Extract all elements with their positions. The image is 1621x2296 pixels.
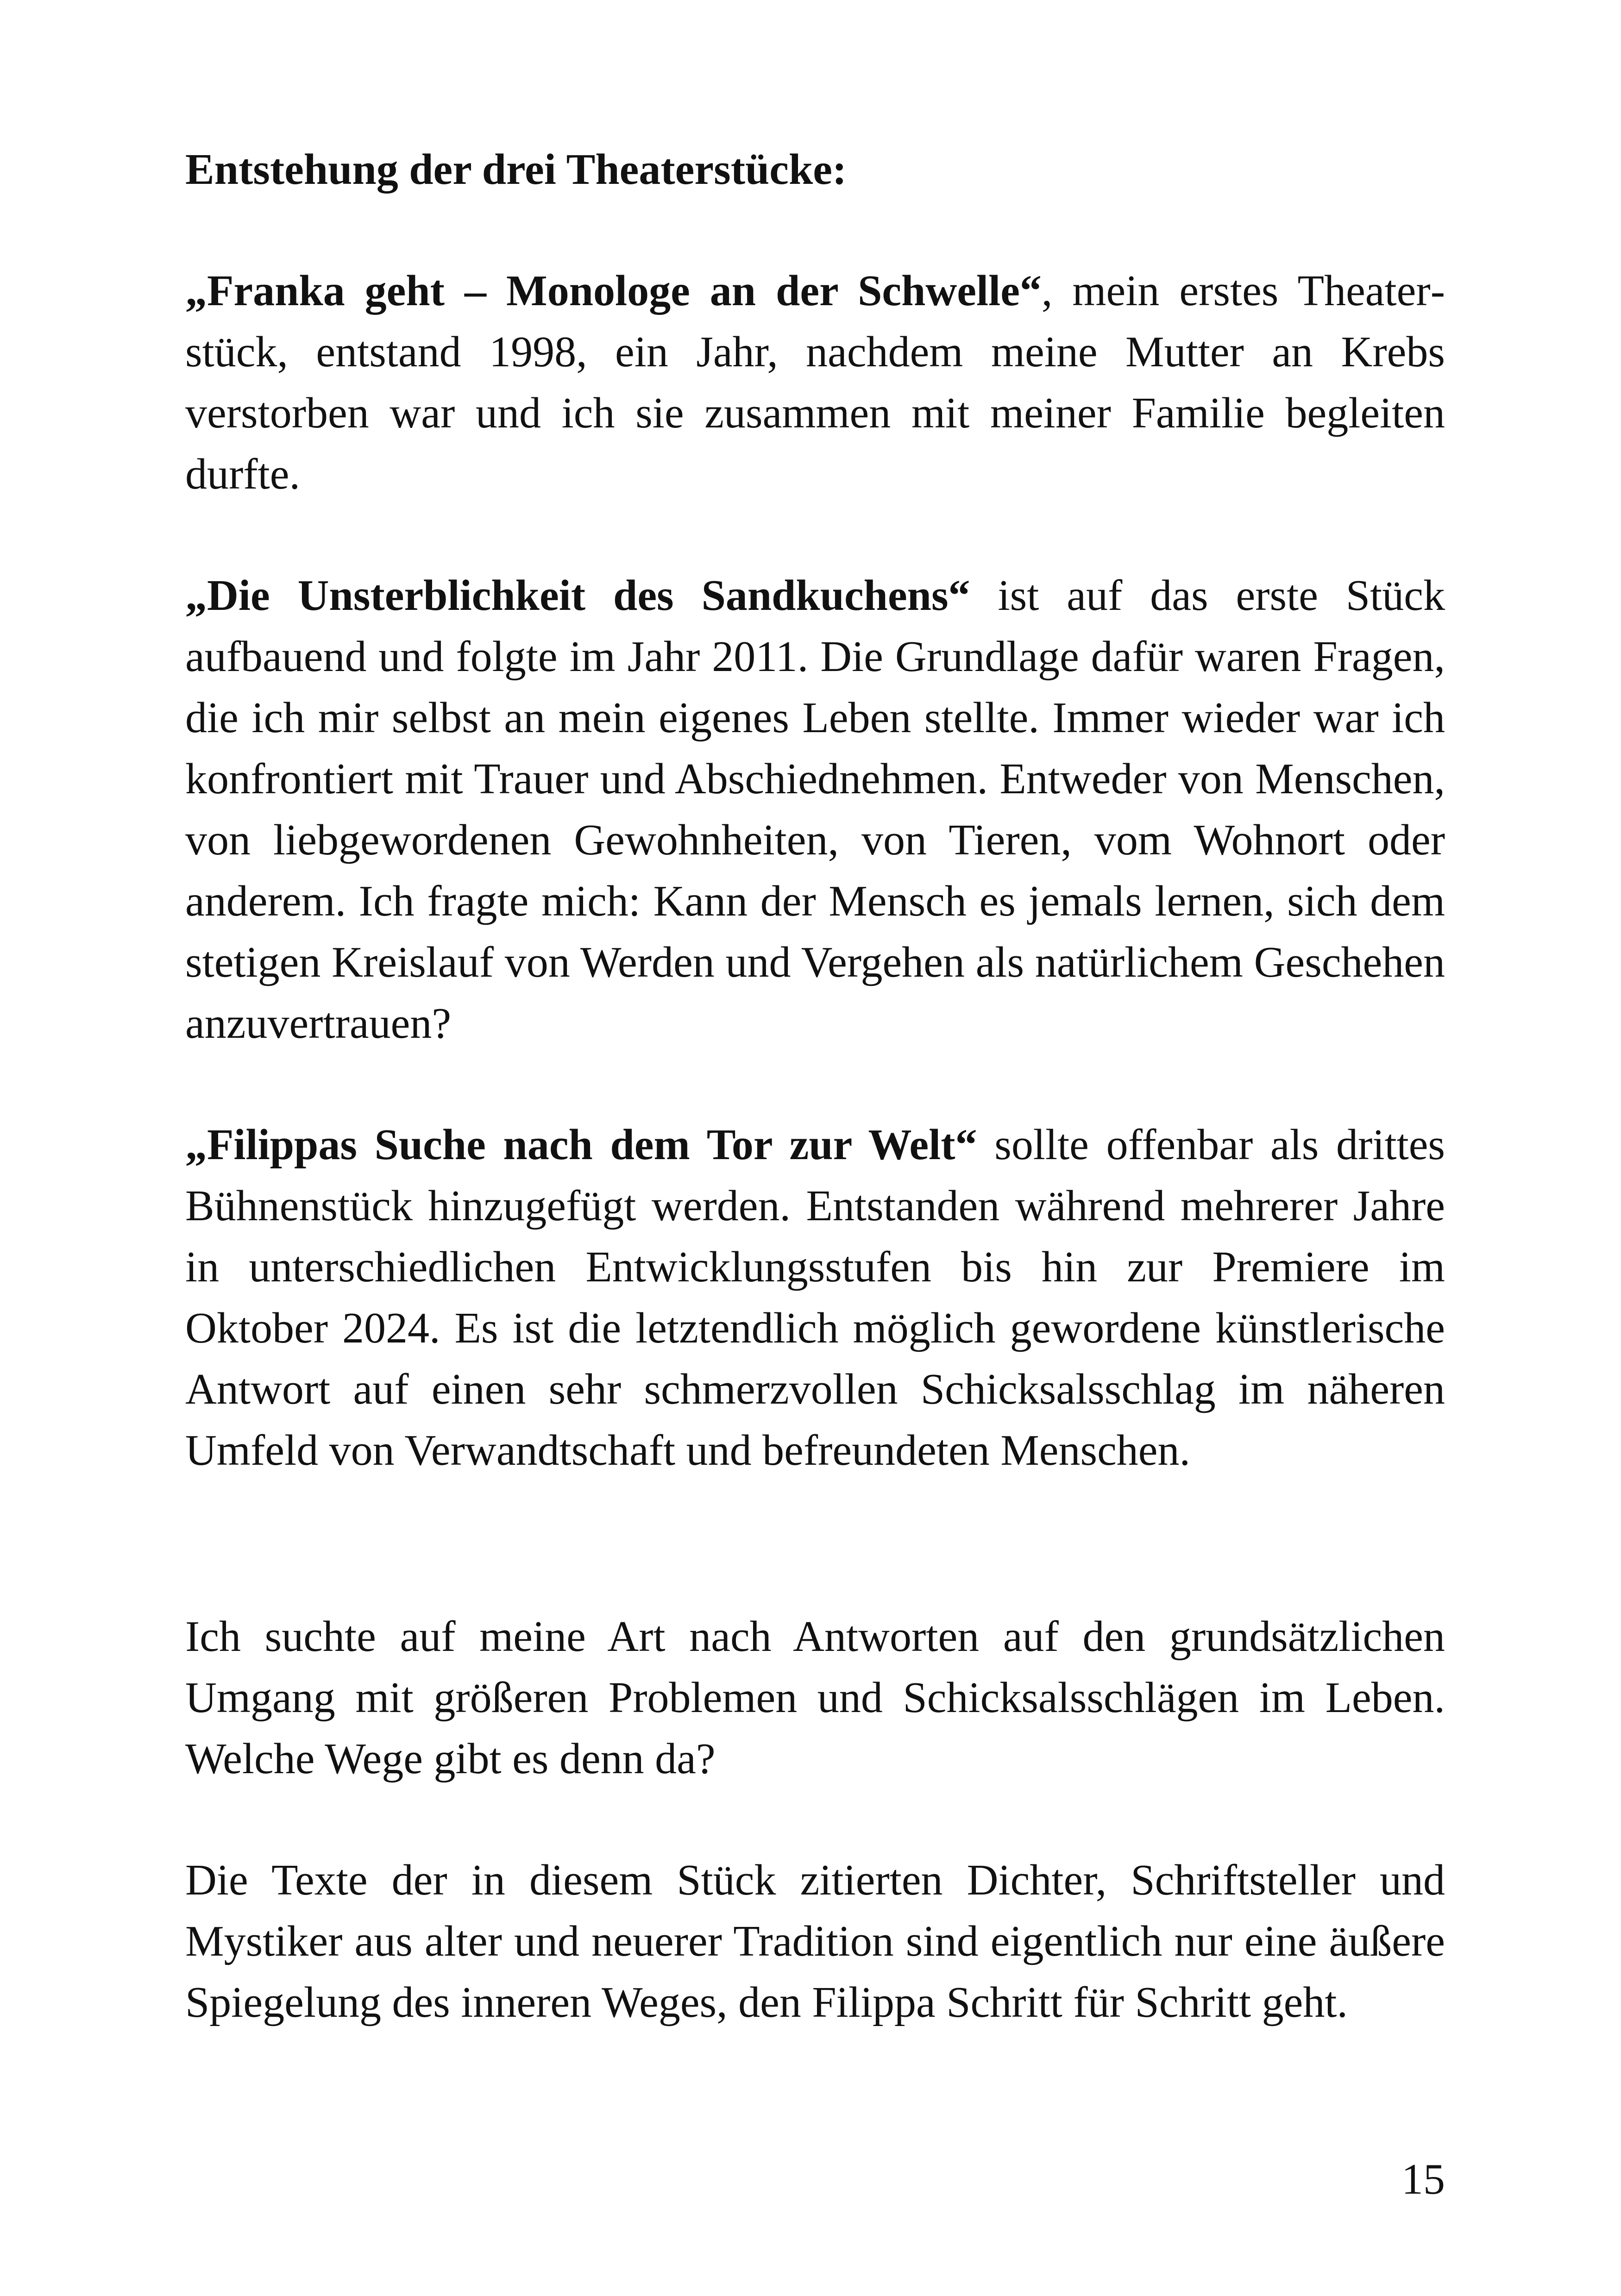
paragraph-antworten: Ich suchte auf meine Art nach Antworten auf den grundsätzlichen Umgang mit größeren Problemen und Schicksalsschlägen im Leben. Welche Wege gibt es denn da? [185, 1612, 1445, 1783]
page-number: 15 [1401, 2155, 1445, 2203]
paragraph-text-franka: , mein erstes Theaterstück, entstand 1998, ein Jahr, nachdem meine Mutter an Krebs verstorben war und ich sie zusammen mit meiner Familie begleiten durfte. [185, 267, 1445, 498]
paragraph-franka [185, 260, 1445, 505]
section-heading: Entstehung der drei Theaterstücke: [185, 145, 847, 194]
paragraph-sandkuchen [185, 565, 1445, 1054]
paragraph-filippa [185, 1114, 1445, 1481]
play-title-franka: „Franka geht – Monologe an der Schwelle“ [185, 267, 1042, 315]
play-title-sandkuchen: „Die Unsterblichkeit des Sandkuchens“ [185, 571, 970, 620]
paragraph-texte: Die Texte der in diesem Stück zitierten Dichter, Schriftsteller und Mystiker aus alter und neuerer Tradition sind eigentlich nur eine äußere Spiegelung des inneren Weges, den Filippa Schritt für Schritt geht. [185, 1856, 1445, 2026]
paragraph-text-sandkuchen: ist auf das erste Stück aufbauend und folgte im Jahr 2011. Die Grundlage dafür waren Fragen, die ich mir selbst an mein eigenes Leben stellte. Immer wieder war ich konfrontiert mit Trauer und Abschiednehmen. Entweder von Menschen, von liebgewordenen Gewohnheiten, von Tieren, vom Wohnort oder anderem. Ich fragte mich: Kann der Mensch es jemals lernen, sich dem stetigen Kreislauf von Werden und Vergehen als natürlichem Geschehen anzuvertrauen? [185, 571, 1445, 1048]
play-title-filippa: „Filippas Suche nach dem Tor zur Welt“ [185, 1121, 977, 1169]
paragraph-text-filippa: sollte offenbar als drittes Bühnenstück hinzugefügt werden. Entstanden während mehrerer Jahre in unterschiedlichen Entwicklungsstufen bis hin zur Premiere im Oktober 2024. Es ist die letztendlich möglich gewordene künstlerische Antwort auf einen sehr schmerzvollen Schicksalsschlag im näheren Umfeld von Verwandtschaft und befreundeten Menschen. [185, 1121, 1445, 1474]
page-body [185, 139, 1445, 2033]
